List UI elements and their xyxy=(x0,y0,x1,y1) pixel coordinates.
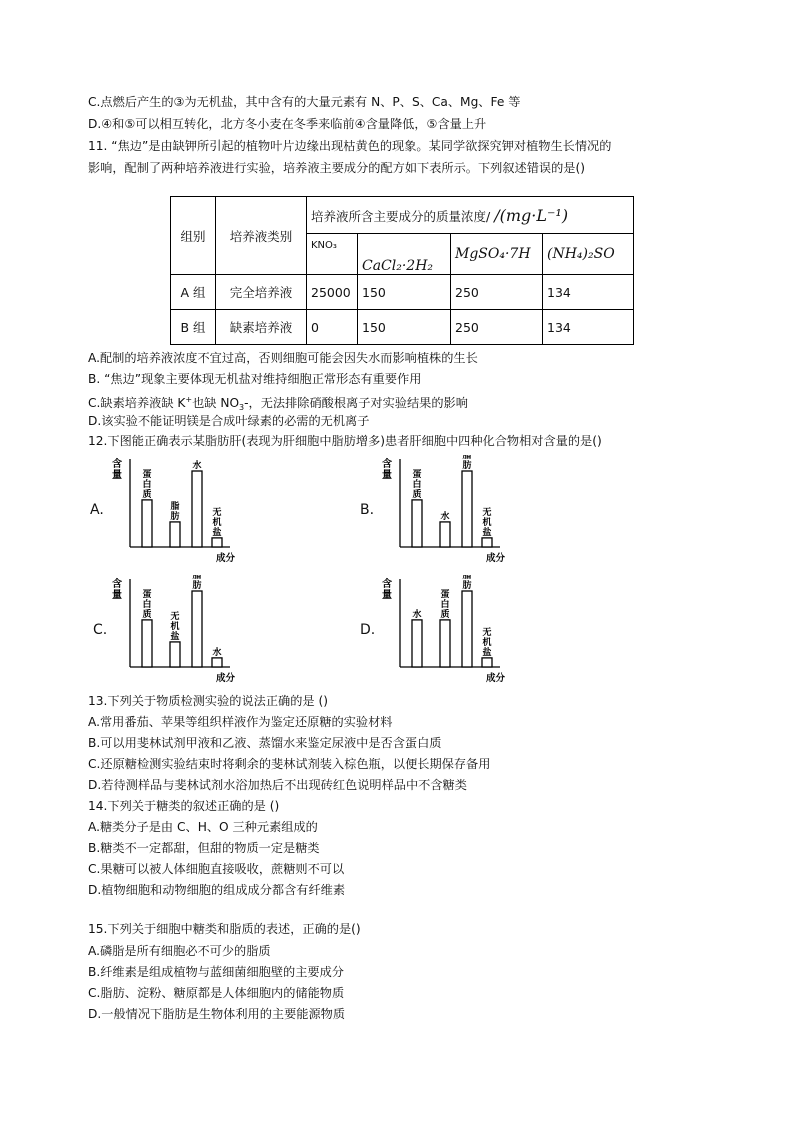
k-superscript: + xyxy=(185,395,193,404)
bar xyxy=(482,658,492,667)
question-10-option-c: C.点燃后产生的③为无机盐，其中含有的大量元素有 N、P、S、Ca、Mg、Fe 等 xyxy=(88,95,521,109)
cell-type: 缺素培养液 xyxy=(216,310,307,345)
bar-label: 脂 xyxy=(462,575,472,581)
question-13-option-c: C.还原糖检测实验结束时将剩余的斐林试剂装入棕色瓶，以便长期保存备用 xyxy=(88,757,491,771)
bar-label: 肪 xyxy=(170,511,180,522)
question-13-option-d: D.若待测样品与斐林试剂水浴加热后不出现砖红色说明样品中不含糖类 xyxy=(88,778,467,792)
option-c-part3: -，无法排除硝酸根离子对实验结果的影响 xyxy=(244,396,468,410)
chart-a-svg xyxy=(112,455,282,565)
y-axis-label: 量 xyxy=(382,470,392,481)
question-11-option-a: A.配制的培养液浓度不宜过高，否则细胞可能会因失水而影响植株的生长 xyxy=(88,351,478,365)
header-concentration-text: 培养液所含主要成分的质量浓度/ xyxy=(311,208,491,224)
cell-value: 150 xyxy=(358,275,451,310)
bar-label: 蛋 xyxy=(142,469,152,480)
bar-label: 蛋 xyxy=(142,589,152,600)
header-concentration xyxy=(307,197,634,234)
chart-b-svg xyxy=(382,455,552,565)
y-axis-label: 量 xyxy=(382,590,392,601)
header-group: 组别 xyxy=(171,197,216,275)
bar-label: 机 xyxy=(212,517,222,528)
bar-label: 盐 xyxy=(170,631,180,642)
option-b-letter: B. xyxy=(360,502,375,518)
bar xyxy=(142,620,152,667)
option-c-part2: 也缺 NO xyxy=(192,396,240,410)
bar-label: 白 xyxy=(440,599,450,610)
x-axis-label: 成分 xyxy=(216,673,236,684)
bar-label: 肪 xyxy=(462,461,472,471)
cell-type: 完全培养液 xyxy=(216,275,307,310)
bar-label: 水 xyxy=(440,511,450,522)
chart-c xyxy=(112,575,282,689)
bar xyxy=(440,620,450,667)
option-d-letter: D. xyxy=(360,622,376,638)
bar xyxy=(412,620,422,667)
question-12-stem: 12.下图能正确表示某脂肪肝(表现为肝细胞中脂肪增多)患者肝细胞中四种化合物相对含量的是() xyxy=(88,434,602,448)
y-axis-label: 含 xyxy=(112,579,122,590)
bar-label: 蛋 xyxy=(412,469,422,480)
question-15-option-d: D.一般情况下脂肪是生物体利用的主要能源物质 xyxy=(88,1007,346,1021)
bar xyxy=(170,642,180,667)
bar xyxy=(482,538,492,547)
bar xyxy=(440,522,450,547)
chart-d xyxy=(382,575,552,689)
bar xyxy=(462,591,472,667)
option-c-part1: C.缺素培养液缺 K xyxy=(88,396,186,410)
cell-value: 250 xyxy=(451,275,543,310)
bar-label: 白 xyxy=(142,479,152,490)
col-mgso4: MgSO₄·7H xyxy=(451,234,543,275)
cell-value: 0 xyxy=(307,310,358,345)
col-nh4so4: (NH₄)₂SO xyxy=(543,234,634,275)
bar-label: 无 xyxy=(212,507,222,518)
bar-label: 盐 xyxy=(212,527,222,538)
bar-label: 脂 xyxy=(170,501,180,512)
chart-d-svg xyxy=(382,575,552,685)
bar-label: 质 xyxy=(412,489,422,500)
chart-b xyxy=(382,455,552,569)
header-type: 培养液类别 xyxy=(216,197,307,275)
bar-label: 肪 xyxy=(192,581,202,591)
col-cacl2: CaCl₂·2H₂ xyxy=(358,234,451,275)
bar-label: 盐 xyxy=(482,647,492,658)
x-axis-label: 成分 xyxy=(486,553,506,564)
bar-label: 无 xyxy=(482,627,492,638)
y-axis-label: 量 xyxy=(112,470,122,481)
cell-group: A 组 xyxy=(171,275,216,310)
chart-a xyxy=(112,455,282,569)
no3-subscript: 3 xyxy=(239,403,245,412)
question-14-option-a: A.糖类分子是由 C、H、O 三种元素组成的 xyxy=(88,820,318,834)
table-row xyxy=(171,275,634,310)
bar xyxy=(192,471,202,547)
question-15-option-b: B.纤维素是组成植物与蓝细菌细胞壁的主要成分 xyxy=(88,965,344,979)
bar xyxy=(192,591,202,667)
bar-label: 盐 xyxy=(482,527,492,538)
question-11-stem-2: 影响，配制了两种培养液进行实验，培养液主要成分的配方如下表所示。下列叙述错误的是() xyxy=(88,161,586,175)
y-axis-label: 量 xyxy=(112,590,122,601)
bar-label: 机 xyxy=(482,637,492,648)
question-15-option-c: C.脂肪、淀粉、糖原都是人体细胞内的储能物质 xyxy=(88,986,345,1000)
bar-label: 质 xyxy=(440,609,450,620)
cell-group: B 组 xyxy=(171,310,216,345)
question-15-option-a: A.磷脂是所有细胞必不可少的脂质 xyxy=(88,944,271,958)
cell-value: 250 xyxy=(451,310,543,345)
question-11-stem-1: 11. “焦边”是由缺钾所引起的植物叶片边缘出现枯黄色的现象。某同学欲探究钾对植物生长情况的 xyxy=(88,139,612,153)
x-axis-label: 成分 xyxy=(216,553,236,564)
cell-value: 134 xyxy=(543,310,634,345)
bar xyxy=(212,538,222,547)
chart-c-svg xyxy=(112,575,282,685)
option-c-letter: C. xyxy=(93,622,108,638)
bar-label: 水 xyxy=(212,647,222,658)
question-13-stem: 13.下列关于物质检测实验的说法正确的是 () xyxy=(88,694,328,708)
cell-value: 25000 xyxy=(307,275,358,310)
bar-label: 白 xyxy=(412,479,422,490)
cell-value: 134 xyxy=(543,275,634,310)
cell-value: 150 xyxy=(358,310,451,345)
col-kno3: KNO₃ xyxy=(307,234,358,275)
bar-label: 无 xyxy=(170,611,180,622)
bar-label: 白 xyxy=(142,599,152,610)
question-14-option-b: B.糖类不一定都甜，但甜的物质一定是糖类 xyxy=(88,841,320,855)
question-13-option-a: A.常用番茄、苹果等组织样液作为鉴定还原糖的实验材料 xyxy=(88,715,393,729)
nutrient-table xyxy=(170,196,634,345)
question-15-stem: 15.下列关于细胞中糖类和脂质的表述，正确的是() xyxy=(88,922,361,936)
question-14-stem: 14.下列关于糖类的叙述正确的是 () xyxy=(88,799,280,813)
question-10-option-d: D.④和⑤可以相互转化，北方冬小麦在冬季来临前④含量降低，⑤含量上升 xyxy=(88,117,487,131)
bar xyxy=(462,471,472,547)
bar-label: 机 xyxy=(482,517,492,528)
question-13-option-b: B.可以用斐林试剂甲液和乙液、蒸馏水来鉴定尿液中是否含蛋白质 xyxy=(88,736,442,750)
x-axis-label: 成分 xyxy=(486,673,506,684)
bar-label: 脂 xyxy=(462,455,472,461)
option-a-letter: A. xyxy=(90,502,104,518)
bar-label: 无 xyxy=(482,507,492,518)
bar-label: 机 xyxy=(170,621,180,632)
y-axis-label: 含 xyxy=(382,579,392,590)
bar-label: 质 xyxy=(142,609,152,620)
bar-label: 肪 xyxy=(462,581,472,591)
bar-label: 水 xyxy=(192,461,202,471)
bar xyxy=(412,500,422,547)
y-axis-label: 含 xyxy=(112,459,122,470)
table-row xyxy=(171,310,634,345)
bar xyxy=(142,500,152,547)
header-unit: /(mg·L⁻¹) xyxy=(494,205,569,225)
bar xyxy=(212,658,222,667)
question-14-option-c: C.果糖可以被人体细胞直接吸收，蔗糖则不可以 xyxy=(88,862,345,876)
question-11-option-d: D.该实验不能证明镁是合成叶绿素的必需的无机离子 xyxy=(88,414,370,428)
question-11-option-b: B. “焦边”现象主要体现无机盐对维持细胞正常形态有重要作用 xyxy=(88,372,422,386)
bar-label: 水 xyxy=(412,609,422,620)
bar xyxy=(170,522,180,547)
bar-label: 质 xyxy=(142,489,152,500)
bar-label: 脂 xyxy=(192,575,202,581)
question-14-option-d: D.植物细胞和动物细胞的组成成分都含有纤维素 xyxy=(88,883,346,897)
bar-label: 蛋 xyxy=(440,589,450,600)
y-axis-label: 含 xyxy=(382,459,392,470)
